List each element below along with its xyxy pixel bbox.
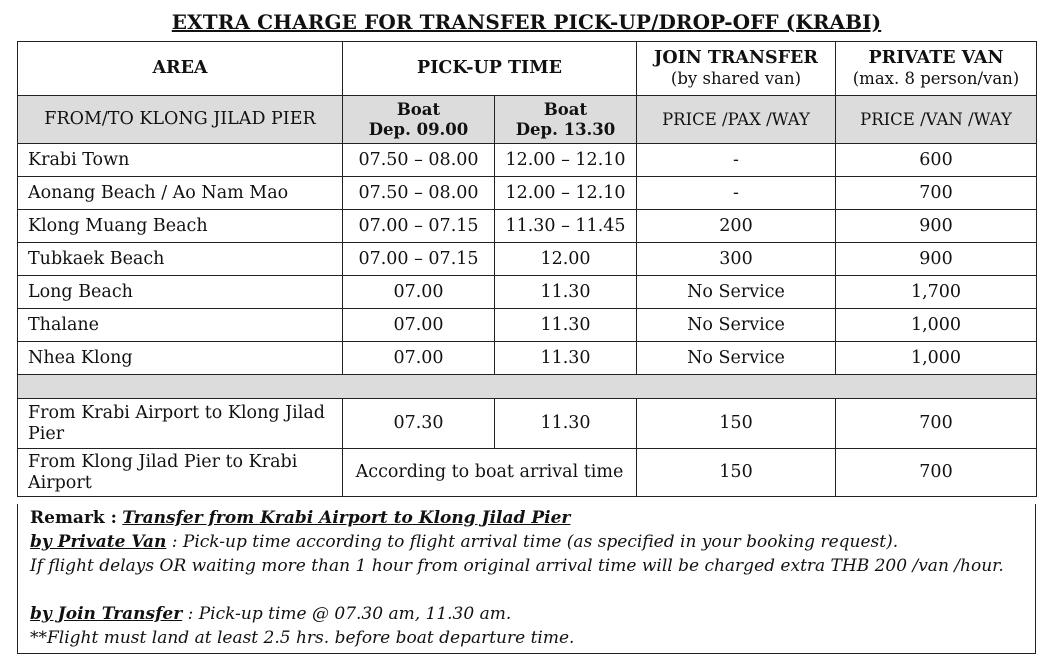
join-price-cell: No Service	[637, 309, 836, 342]
boat2-time-cell: 12.00 – 12.10	[495, 177, 637, 210]
arrival-time-cell: According to boat arrival time	[343, 449, 637, 497]
join-transfer-label: by Join Transfer	[30, 604, 183, 624]
boat1-time-cell: 07.00	[343, 276, 495, 309]
join-transfer-line	[30, 602, 1023, 626]
join-transfer-header	[637, 42, 836, 96]
table-row	[18, 177, 1037, 210]
van-price-cell: 700	[836, 449, 1037, 497]
join-transfer-title: JOIN TRANSFER	[654, 48, 818, 69]
boat-0900-time: Dep. 09.00	[368, 119, 469, 139]
table-row	[18, 276, 1037, 309]
private-van-text: : Pick-up time according to flight arrival time (as specified in your booking request).	[166, 532, 899, 552]
delay-text: If flight delays OR waiting more than 1 hour from original arrival time will be charged extra THB 200 /van /hour.	[30, 556, 1004, 576]
price-van-header: PRICE /VAN /WAY	[836, 96, 1037, 144]
boat1-time-cell: 07.00 – 07.15	[343, 210, 495, 243]
boat1-time-cell: 07.30	[343, 399, 495, 449]
airport-to-pier-row	[18, 399, 1037, 449]
boat1-time-cell: 07.00 – 07.15	[343, 243, 495, 276]
private-van-subtitle: (max. 8 person/van)	[852, 69, 1020, 89]
join-price-cell: -	[637, 177, 836, 210]
boat2-time-cell: 12.00 – 12.10	[495, 144, 637, 177]
van-price-cell: 900	[836, 243, 1037, 276]
area-cell: From Klong Jilad Pier to Krabi Airport	[18, 449, 343, 497]
area-cell: Aonang Beach / Ao Nam Mao	[18, 177, 343, 210]
table-row	[18, 210, 1037, 243]
van-price-cell: 1,000	[836, 342, 1037, 375]
boat-0900-label: Boat	[396, 99, 441, 119]
join-price-cell: 200	[637, 210, 836, 243]
van-price-cell: 900	[836, 210, 1037, 243]
boat-1330-header	[495, 96, 637, 144]
private-van-line	[30, 530, 1023, 554]
remark-label: Remark :	[30, 508, 117, 528]
area-cell: From Krabi Airport to Klong Jilad Pier	[18, 399, 343, 449]
boat1-time-cell: 07.00	[343, 309, 495, 342]
boat1-time-cell: 07.50 – 08.00	[343, 177, 495, 210]
remarks-box	[17, 504, 1036, 654]
boat1-time-cell: 07.50 – 08.00	[343, 144, 495, 177]
private-van-label: by Private Van	[30, 532, 167, 552]
join-price-cell: 150	[637, 449, 836, 497]
header-row	[18, 42, 1037, 96]
price-pax-header: PRICE /PAX /WAY	[637, 96, 836, 144]
pickup-time-header: PICK-UP TIME	[343, 42, 637, 96]
van-price-cell: 1,000	[836, 309, 1037, 342]
area-cell: Long Beach	[18, 276, 343, 309]
remark-heading-line	[30, 506, 1023, 530]
from-to-pier-label: FROM/TO KLONG JILAD PIER	[18, 96, 343, 144]
area-header: AREA	[18, 42, 343, 96]
join-price-cell: -	[637, 144, 836, 177]
pier-to-airport-row	[18, 449, 1037, 497]
page-title: EXTRA CHARGE FOR TRANSFER PICK-UP/DROP-OFF (KRABI)	[171, 10, 882, 34]
boat2-time-cell: 11.30 – 11.45	[495, 210, 637, 243]
private-van-header	[836, 42, 1037, 96]
join-price-cell: No Service	[637, 276, 836, 309]
table-row	[18, 342, 1037, 375]
private-van-title: PRIVATE VAN	[868, 48, 1004, 69]
boat1-time-cell: 07.00	[343, 342, 495, 375]
spacer	[30, 578, 1023, 602]
subheader-row	[18, 96, 1037, 144]
area-cell: Tubkaek Beach	[18, 243, 343, 276]
join-transfer-subtitle: (by shared van)	[670, 69, 802, 89]
separator-cell	[18, 375, 1037, 399]
boat2-time-cell: 12.00	[495, 243, 637, 276]
area-cell: Thalane	[18, 309, 343, 342]
join-price-cell: No Service	[637, 342, 836, 375]
boat2-time-cell: 11.30	[495, 399, 637, 449]
transfer-price-table	[17, 41, 1037, 497]
boat-1330-label: Boat	[543, 99, 588, 119]
join-transfer-text: : Pick-up time @ 07.30 am, 11.30 am.	[182, 604, 512, 624]
boat2-time-cell: 11.30	[495, 342, 637, 375]
area-cell: Krabi Town	[18, 144, 343, 177]
boat-1330-time: Dep. 13.30	[515, 119, 616, 139]
separator-row	[18, 375, 1037, 399]
table-row	[18, 144, 1037, 177]
van-price-cell: 700	[836, 399, 1037, 449]
table-row	[18, 309, 1037, 342]
boat2-time-cell: 11.30	[495, 276, 637, 309]
area-cell: Klong Muang Beach	[18, 210, 343, 243]
join-price-cell: 300	[637, 243, 836, 276]
van-price-cell: 700	[836, 177, 1037, 210]
join-price-cell: 150	[637, 399, 836, 449]
table-row	[18, 243, 1037, 276]
area-cell: Nhea Klong	[18, 342, 343, 375]
remark-heading: Transfer from Krabi Airport to Klong Jilad Pier	[122, 508, 571, 528]
flight-note: **Flight must land at least 2.5 hrs. before boat departure time.	[30, 628, 575, 648]
boat-0900-header	[343, 96, 495, 144]
van-price-cell: 600	[836, 144, 1037, 177]
van-price-cell: 1,700	[836, 276, 1037, 309]
boat2-time-cell: 11.30	[495, 309, 637, 342]
